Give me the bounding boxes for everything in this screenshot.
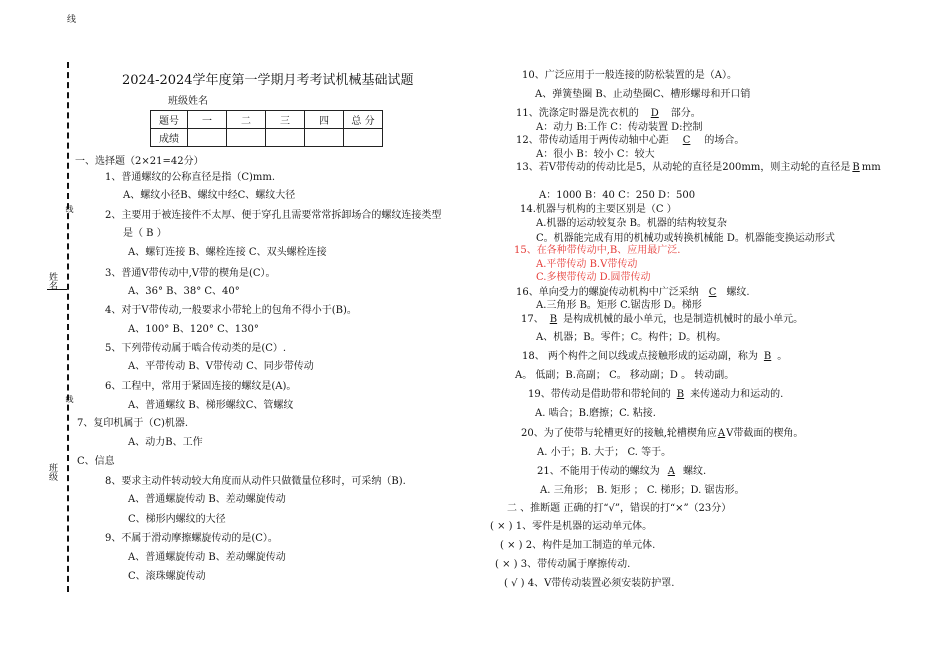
fill-answer: B	[676, 389, 685, 400]
score-table	[150, 110, 383, 147]
score-table-score-row	[151, 129, 383, 147]
question-options: C、梯形内螺纹的大径	[128, 514, 226, 525]
question-options: A、普通螺旋传动 B、差动螺旋传动	[128, 494, 286, 505]
question-options: A. 啮合；B.磨擦；C. 粘接.	[535, 408, 656, 419]
score-header-cell: 题号	[151, 111, 188, 129]
question-options: A：很小 B：较小 C：较大	[536, 149, 655, 160]
question-options: A、36° B、38° C、40°	[128, 286, 240, 297]
question-options: A、普通螺旋传动 B、差动螺旋传动	[128, 552, 286, 563]
question-text-part: 20、为了使带与轮槽更好的接触,轮槽楔角应	[521, 428, 717, 439]
question-options-red: A.平带传动 B.V带传动	[536, 259, 638, 270]
question-text: 3、普通V带传动中,V带的楔角是(C）。	[105, 268, 276, 279]
question-text: 9、不属于滑动摩擦螺旋传动的是(C）。	[105, 533, 278, 544]
question-text	[521, 310, 803, 325]
question-options: A、螺纹小径B、螺纹中经C、螺纹大径	[123, 190, 296, 201]
fill-answer: A	[717, 428, 726, 439]
question-options: A、螺钉连接 B、螺栓连接 C、双头螺栓连接	[128, 247, 327, 258]
section-choice-heading: 一、选择题（2×21=42分）	[75, 156, 204, 167]
question-options: A、平带传动 B、V带传动 C、同步带传动	[128, 361, 314, 372]
question-text-part: 16、单向受力的螺旋传动机构中广泛采纳	[516, 287, 699, 298]
judgement-item: ( √ ) 4、V带传动装置必须安装防护罩.	[504, 578, 675, 589]
question-text-part: 。	[777, 351, 788, 362]
question-text: 1、普通螺纹的公称直径是指（C)mm.	[105, 172, 276, 183]
question-text-part: 是构成机械的最小单元，也是制造机械时的最小单元。	[563, 314, 804, 325]
question-options: A. 小于；B. 大于； C. 等于。	[537, 447, 672, 458]
question-text-red: 15、在各种带传动中,B、应用最广泛.	[514, 245, 681, 256]
question-text-part: 18、 两个构件之间以线或点接触形成的运动副，称为	[522, 351, 758, 362]
fill-answer: C	[682, 135, 691, 146]
question-options: A。 低副；B.高副； C。 移动副；D 。 转动副。	[515, 370, 735, 381]
question-text	[537, 462, 706, 477]
question-options-red: C.多楔带传动 D.圆带传动	[536, 272, 651, 283]
question-text	[516, 104, 701, 119]
question-text-part: mm	[861, 162, 881, 173]
question-text: 7、复印机属于（C)机器.	[77, 418, 189, 429]
score-cell[interactable]	[344, 129, 383, 147]
margin-line-mark-3: 线	[65, 395, 74, 403]
question-text-part: 21、不能用于传动的螺纹为	[537, 466, 660, 477]
question-text-part: 部分。	[670, 108, 701, 119]
question-options: A：动力 B:工作 C：传动装置 D:控制	[536, 122, 703, 133]
judgement-item: ( × ) 1、零件是机器的运动单元体。	[490, 521, 653, 532]
question-text: 4、对于V带传动,一般要求小带轮上的包角不得小于(B)。	[105, 305, 357, 316]
question-text-part: 19、带传动是借助带和带轮间的	[528, 389, 671, 400]
question-options: C。机器能完成有用的机械功或转换机械能 D。机器能变换运动形式	[536, 233, 835, 244]
score-header-cell: 二	[227, 111, 266, 129]
question-text-part: 来传递动力和运动的.	[690, 389, 784, 400]
question-options: A、100° B、120° C、130°	[128, 324, 259, 335]
question-text	[516, 158, 881, 173]
question-options: C、信息	[77, 456, 115, 467]
question-text: 5、下列带传动属于啮合传动类的是(C）.	[105, 343, 287, 354]
score-header-cell: 一	[188, 111, 227, 129]
score-row-label: 成绩	[151, 129, 188, 147]
question-text	[521, 424, 803, 439]
question-options: A、动力B、工作	[128, 437, 203, 448]
fill-answer: B	[763, 351, 772, 362]
question-options: A. 三角形； B. 矩形 ； C. 梯形；D. 锯齿形。	[540, 485, 745, 496]
question-text: 14.机器与机构的主要区别是（C ）	[520, 204, 677, 215]
fill-answer: D	[650, 108, 659, 119]
question-text	[528, 385, 783, 400]
score-table-header-row	[151, 111, 383, 129]
score-cell[interactable]	[188, 129, 227, 147]
score-header-cell: 总 分	[344, 111, 383, 129]
score-cell[interactable]	[227, 129, 266, 147]
section-judgement-heading: 二 、推断题 正确的打“√”，错误的打“×”（23分）	[507, 503, 732, 514]
question-options: A：1000 B：40 C：250 D：500	[539, 190, 696, 201]
question-text-part: 螺纹.	[682, 466, 707, 477]
fill-answer: B	[549, 314, 558, 325]
question-text: 2、主要用于被连接件不太厚、便于穿孔且需要常常拆卸场合的螺纹连接类型	[105, 210, 442, 221]
margin-name-label: 姓名	[47, 272, 57, 290]
question-options: A、弹簧垫圈 B、止动垫圈C、槽形螺母和开口销	[535, 89, 751, 100]
name-underline	[47, 289, 67, 290]
question-options: A.三角形 B。矩形 C.锯齿形 D。梯形	[536, 300, 702, 311]
question-text: 6、工程中，常用于紧固连接的螺纹是(A)。	[105, 381, 297, 392]
question-text-part: 螺纹.	[726, 287, 750, 298]
fill-answer: A	[667, 466, 675, 477]
fill-answer: B	[852, 162, 860, 173]
fill-answer: C	[708, 287, 717, 298]
question-text: 8、要求主动件转动较大角度而从动件只做微量位移时，可采纳（B).	[105, 476, 406, 487]
score-header-cell: 四	[305, 111, 344, 129]
question-options: A、普通螺纹 B、梯形螺纹C、管螺纹	[128, 400, 294, 411]
margin-class-label: 班级	[47, 463, 57, 481]
score-cell[interactable]	[305, 129, 344, 147]
question-text-part: 11、洗涤定时器是洗衣机的	[516, 108, 639, 119]
question-text: 10、广泛应用于一般连接的防松装置的是（A）。	[522, 70, 737, 81]
class-name-line: 班级姓名	[168, 96, 208, 107]
judgement-item: ( × ) 3、带传动属于摩擦传动.	[495, 559, 631, 570]
exam-title: 2024-2024学年度第一学期月考考试机械基础试题	[122, 73, 414, 88]
score-header-cell: 三	[266, 111, 305, 129]
question-text-part: 17、	[521, 314, 544, 325]
question-text-part: 13、若V带传动的传动比是5，从动轮的直径是200mm，则主动轮的直径是	[516, 162, 851, 173]
question-text-part: 12、带传动适用于两传动轴中心距	[516, 135, 669, 146]
question-options: A.机器的运动较复杂 B。机器的结构较复杂	[536, 218, 727, 229]
question-text	[516, 131, 744, 146]
margin-line-mark-2: 线	[65, 205, 74, 213]
question-text-part: V带截面的楔角。	[726, 428, 804, 439]
question-text: 是（ B ）	[123, 228, 167, 239]
question-options: C、滚珠螺旋传动	[128, 571, 206, 582]
margin-line-mark: 线	[65, 14, 75, 23]
judgement-item: ( × ) 2、构件是加工制造的单元体.	[500, 540, 656, 551]
binding-dashed-line	[67, 62, 69, 592]
score-cell[interactable]	[266, 129, 305, 147]
question-text	[522, 347, 787, 362]
question-text-part: 的场合。	[704, 135, 745, 146]
question-options: A、机器；B。零件；C。构件；D。机构。	[536, 332, 727, 343]
